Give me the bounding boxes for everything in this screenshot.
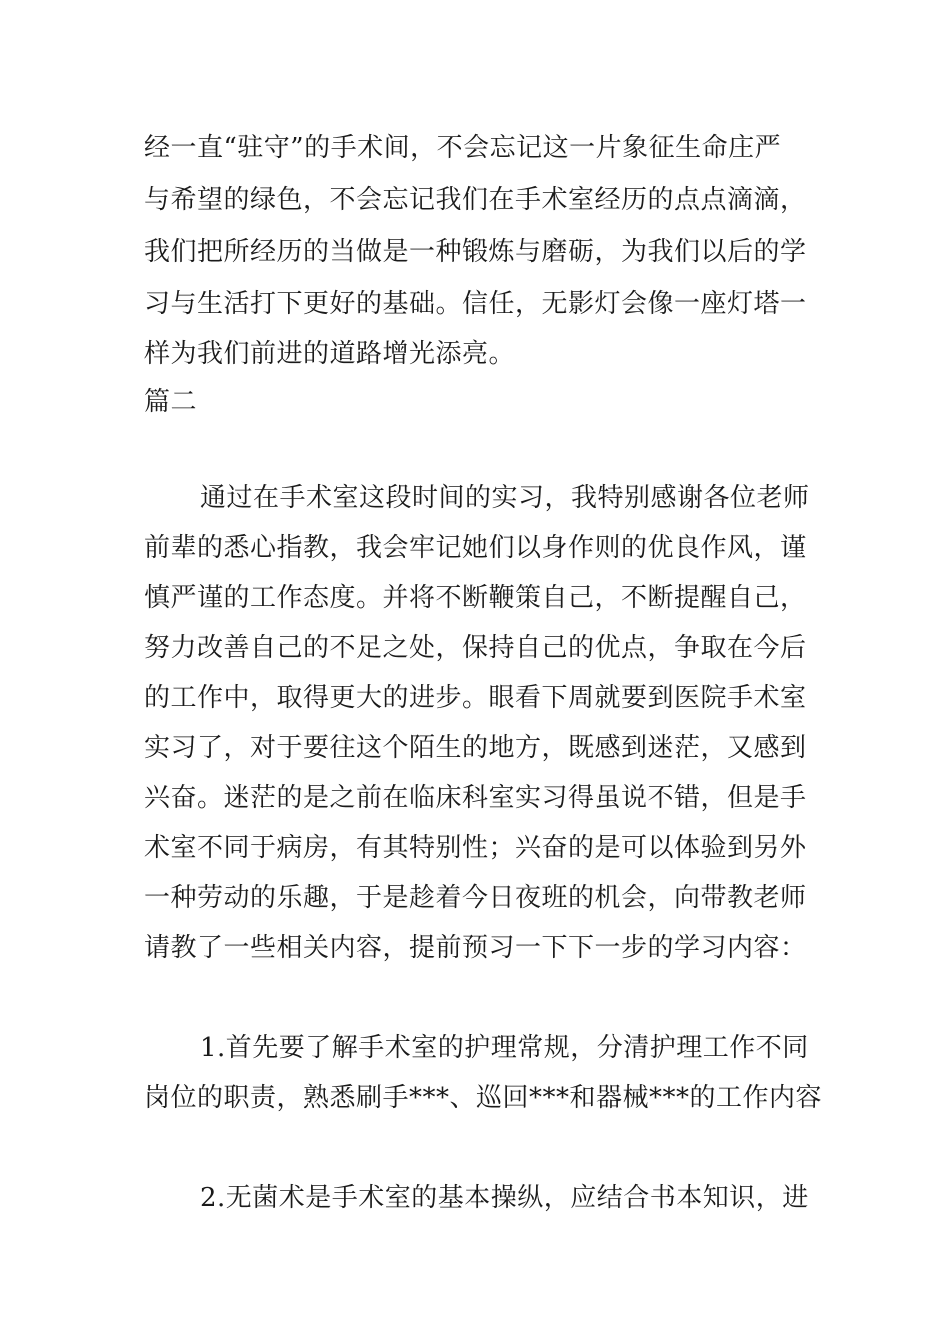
- list-item-line: 2.无菌术是手术室的基本操纵，应结合书本知识，进: [200, 1183, 809, 1213]
- paragraph-line: 实习了，对于要往这个陌生的地方，既感到迷茫，又感到: [144, 733, 807, 763]
- paragraph-line: 努力改善自己的不足之处，保持自己的优点，争取在今后: [144, 633, 807, 663]
- paragraph-line: 的工作中，取得更大的进步。眼看下周就要到医院手术室: [144, 683, 807, 713]
- paragraph-line: 兴奋。迷茫的是之前在临床科室实习得虽说不错，但是手: [144, 783, 807, 813]
- list-item-line: 1.首先要了解手术室的护理常规，分清护理工作不同: [200, 1033, 809, 1063]
- paragraph-line: 我们把所经历的当做是一种锻炼与磨砺，为我们以后的学: [144, 237, 807, 267]
- paragraph-line: 术室不同于病房，有其特别性；兴奋的是可以体验到另外: [144, 833, 807, 863]
- paragraph-line: 通过在手术室这段时间的实习，我特别感谢各位老师: [200, 483, 810, 513]
- paragraph-line: 请教了一些相关内容，提前预习一下下一步的学习内容：: [144, 933, 807, 963]
- paragraph-line: 与希望的绿色，不会忘记我们在手术室经历的点点滴滴，: [144, 185, 807, 215]
- list-item-line: 岗位的职责，熟悉刷手***、巡回***和器械***的工作内容: [144, 1083, 823, 1113]
- paragraph-line: 经一直“驻守”的手术间，不会忘记这一片象征生命庄严: [144, 133, 782, 163]
- paragraph-line: 慎严谨的工作态度。并将不断鞭策自己，不断提醒自己，: [144, 583, 807, 613]
- paragraph-line: 样为我们前进的道路增光添亮。: [144, 339, 516, 369]
- paragraph-line: 前辈的悉心指教，我会牢记她们以身作则的优良作风，谨: [144, 533, 807, 563]
- paragraph-line: 一种劳动的乐趣，于是趁着今日夜班的机会，向带教老师: [144, 883, 807, 913]
- paragraph-line: 习与生活打下更好的基础。信任，无影灯会像一座灯塔一: [144, 289, 807, 319]
- section-heading: 篇二: [144, 387, 198, 417]
